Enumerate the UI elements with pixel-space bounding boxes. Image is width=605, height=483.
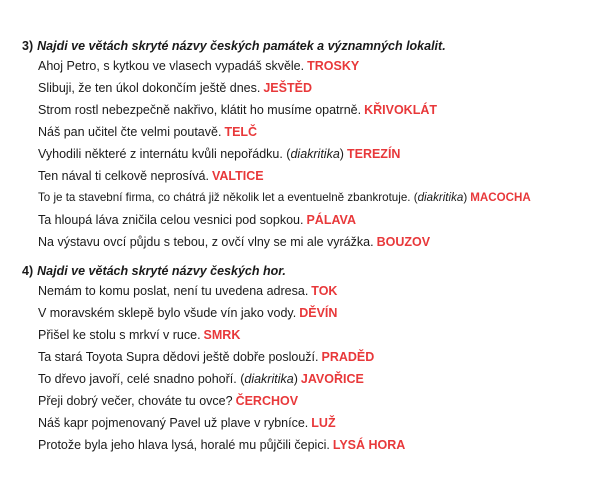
sentence-text: Ta hloupá láva zničila celou vesnici pod sopkou.	[38, 213, 304, 227]
diacritics-note: diakritika	[244, 372, 294, 386]
sentence-list	[22, 283, 597, 459]
sentence-text: Náš pan učitel čte velmi poutavě.	[38, 125, 222, 139]
answer-text: TROSKY	[307, 59, 360, 73]
sentence-item	[38, 327, 597, 349]
sentence-text: Ten nával ti celkově neprosívá.	[38, 169, 209, 183]
sentence-item	[38, 124, 597, 146]
sentence-text: Ta stará Toyota Supra dědovi ještě dobře poslouží.	[38, 350, 319, 364]
answer-text: JEŠTĚD	[263, 81, 312, 95]
sentence-item	[38, 102, 597, 124]
exercise-3-heading	[22, 37, 597, 55]
sentence-item: To je ta stavební firma, co chátrá již několik let a eventuelně zbankrotuje. (diakritika) MACOCHA	[38, 191, 531, 204]
answer-text: BOUZOV	[376, 235, 431, 249]
sentence-list	[22, 58, 597, 256]
sentence-text: Přišel ke stolu s mrkví v ruce.	[38, 328, 201, 342]
sentence-text: To dřevo javoří, celé snadno pohoří.	[38, 372, 237, 386]
exercise-4	[22, 262, 597, 459]
answer-text: VALTICE	[211, 169, 264, 183]
answer-text: PRADĚD	[321, 350, 375, 364]
sentence-item: To dřevo javoří, celé snadno pohoří. (diakritika) JAVOŘICE	[38, 372, 364, 386]
sentence-text: Nemám to komu poslat, není tu uvedena adresa.	[38, 284, 309, 298]
sentence-item	[38, 234, 597, 256]
answer-text: LUŽ	[311, 416, 336, 430]
sentence-text: Na výstavu ovcí půjdu s tebou, z ovčí vlny se mi ale vyrážka.	[38, 235, 374, 249]
sentence-item	[38, 283, 597, 305]
exercise-number: 3)	[22, 39, 34, 53]
sentence-text: Slibuji, že ten úkol dokončím ještě dnes.	[38, 81, 261, 95]
sentence-item: Vyhodili některé z internátu kvůli nepořádku. (diakritika) TEREZÍN	[38, 147, 401, 161]
answer-text: KŘIVOKLÁT	[364, 103, 437, 117]
sentence-item	[38, 80, 597, 102]
sentence-text: V moravském sklepě bylo všude vín jako vody.	[38, 306, 297, 320]
sentence-item	[38, 58, 597, 80]
sentence-text: Vyhodili některé z internátu kvůli nepořádku.	[38, 147, 283, 161]
diacritics-note: diakritika	[417, 191, 464, 204]
exercise-instruction: Najdi ve větách skryté názvy českých památek a významných lokalit.	[37, 39, 446, 53]
sentence-item	[38, 393, 597, 415]
sentence-item	[38, 349, 597, 371]
sentence-text: Náš kapr pojmenovaný Pavel už plave v rybníce.	[38, 416, 309, 430]
exercise-instruction: Najdi ve větách skryté názvy českých hor.	[37, 264, 286, 278]
diacritics-note: diakritika	[290, 147, 340, 161]
sentence-item	[38, 415, 597, 437]
sentence-item	[38, 168, 597, 190]
answer-text: TEREZÍN	[346, 147, 401, 161]
answer-text: TOK	[311, 284, 338, 298]
sentence-text: Strom rostl nebezpečně nakřivo, klátit ho musíme opatrně.	[38, 103, 362, 117]
sentence-item	[38, 212, 597, 234]
answer-text: LYSÁ HORA	[332, 438, 406, 452]
sentence-item	[38, 305, 597, 327]
sentence-text: Ahoj Petro, s kytkou ve vlasech vypadáš skvěle.	[38, 59, 305, 73]
sentence-text: To je ta stavební firma, co chátrá již několik let a eventuelně zbankrotuje.	[38, 191, 411, 204]
exercise-4-heading	[22, 262, 597, 280]
answer-text: SMRK	[203, 328, 241, 342]
answer-text: ČERCHOV	[235, 394, 299, 408]
answer-text: PÁLAVA	[306, 213, 356, 227]
exercise-3	[22, 37, 597, 256]
exercise-number: 4)	[22, 264, 34, 278]
sentence-text: Přeji dobrý večer, chováte tu ovce?	[38, 394, 233, 408]
answer-text: MACOCHA	[470, 191, 531, 204]
answer-text: JAVOŘICE	[300, 372, 364, 386]
sentence-item	[38, 437, 597, 459]
sentence-text: Protože byla jeho hlava lysá, horalé mu půjčili čepici.	[38, 438, 330, 452]
answer-text: DĚVÍN	[299, 306, 338, 320]
answer-text: TELČ	[224, 125, 258, 139]
